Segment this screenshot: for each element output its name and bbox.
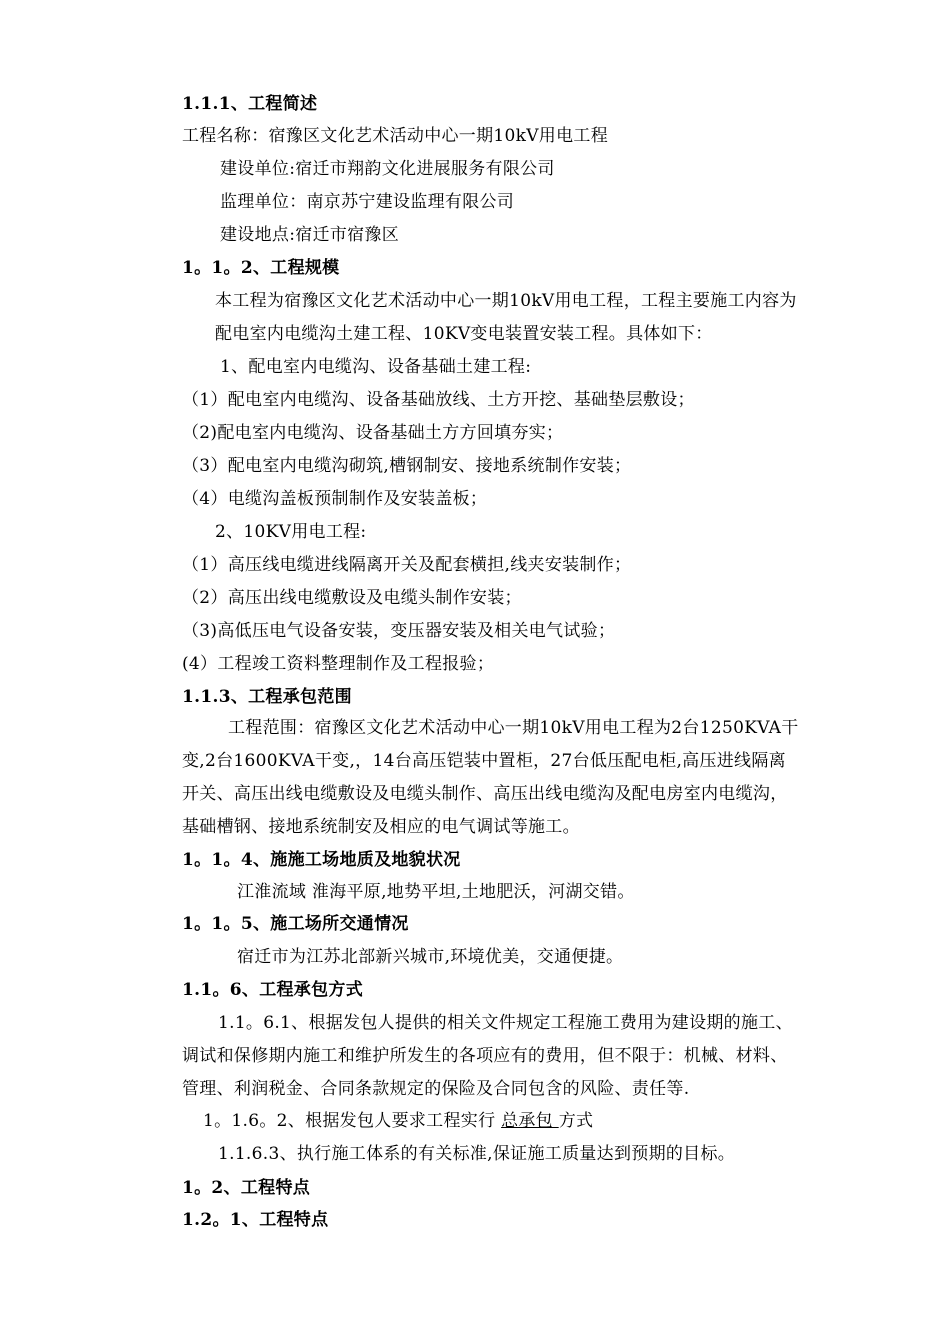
project-name: 工程名称：宿豫区文化艺术活动中心一期10kV用电工程 (182, 126, 609, 146)
civil-item-4: （4）电缆沟盖板预制制作及安装盖板； (182, 489, 488, 509)
scale-paragraph-line-1: 本工程为宿豫区文化艺术活动中心一期10kV用电工程，工程主要施工内容为 (215, 291, 797, 311)
contract-clause-2-suffix: 方式 (558, 1111, 594, 1131)
civil-item-3: （3）配电室内电缆沟砌筑,槽钢制安、接地系统制作安装； (182, 456, 632, 476)
section-1-1-3-heading: 1.1.3、工程承包范围 (182, 687, 352, 707)
civil-item-1: （1）配电室内电缆沟、设备基础放线、土方开挖、基础垫层敷设； (182, 390, 695, 410)
scope-line-2: 变,2台1600KVA干变,，14台高压铠装中置柜，27台低压配电柜,高压进线隔离 (182, 751, 786, 771)
contract-clause-2 (203, 1110, 593, 1132)
contract-clause-1-line-2: 调试和保修期内施工和维护所发生的各项应有的费用，但不限于：机械、材料、 (182, 1046, 788, 1066)
build-location: 建设地点:宿迁市宿豫区 (220, 225, 400, 245)
electrical-works-title: 2、10KV用电工程: (215, 522, 367, 542)
section-1-1-1-heading: 1.1.1、工程简述 (182, 94, 318, 114)
contract-mode-value: 总承包 (501, 1111, 559, 1131)
builder-unit: 建设单位:宿迁市翔韵文化进展服务有限公司 (220, 159, 555, 179)
section-1-2-heading: 1。2、工程特点 (182, 1178, 311, 1198)
traffic-text: 宿迁市为江苏北部新兴城市,环境优美，交通便捷。 (237, 947, 624, 967)
contract-clause-1-line-3: 管理、利润税金、合同条款规定的保险及合同包含的风险、责任等. (182, 1079, 690, 1099)
section-1-1-2-heading: 1。1。2、工程规模 (182, 258, 340, 278)
civil-item-2: （2)配电室内电缆沟、设备基础土方方回填夯实； (182, 423, 564, 443)
scale-paragraph-line-2: 配电室内电缆沟土建工程、10KV变电装置安装工程。具体如下： (215, 324, 713, 344)
electrical-item-2: （2）高压出线电缆敷设及电缆头制作安装； (182, 588, 522, 608)
contract-clause-1-line-1: 1.1。6.1、根据发包人提供的相关文件规定工程施工费用为建设期的施工、 (218, 1013, 793, 1033)
section-1-2-1-heading: 1.2。1、工程特点 (182, 1210, 329, 1230)
section-1-1-6-heading: 1.1。6、工程承包方式 (182, 980, 364, 1000)
contract-clause-3: 1.1.6.3、执行施工体系的有关标准,保证施工质量达到预期的目标。 (218, 1144, 736, 1164)
scope-line-4: 基础槽钢、接地系统制安及相应的电气调试等施工。 (182, 817, 580, 837)
section-1-1-4-heading: 1。1。4、施施工场地质及地貌状况 (182, 850, 461, 870)
supervisor-unit: 监理单位：南京苏宁建设监理有限公司 (220, 192, 515, 212)
contract-clause-2-prefix: 1。1.6。2、根据发包人要求工程实行 (203, 1111, 502, 1131)
scope-line-3: 开关、高压出线电缆敷设及电缆头制作、高压出线电缆沟及配电房室内电缆沟， (182, 784, 788, 804)
civil-works-title: 1、配电室内电缆沟、设备基础土建工程: (220, 357, 532, 377)
geology-text: 江淮流域 淮海平原,地势平坦,土地肥沃，河湖交错。 (237, 882, 635, 902)
scope-line-1: 工程范围：宿豫区文化艺术活动中心一期10kV用电工程为2台1250KVA干 (228, 718, 799, 738)
electrical-item-1: （1）高压线电缆进线隔离开关及配套横担,线夹安装制作； (182, 555, 632, 575)
section-1-1-5-heading: 1。1。5、施工场所交通情况 (182, 914, 409, 934)
electrical-item-4: (4）工程竣工资料整理制作及工程报验； (182, 654, 495, 674)
electrical-item-3: （3)高低压电气设备安装，变压器安装及相关电气试验； (182, 621, 616, 641)
